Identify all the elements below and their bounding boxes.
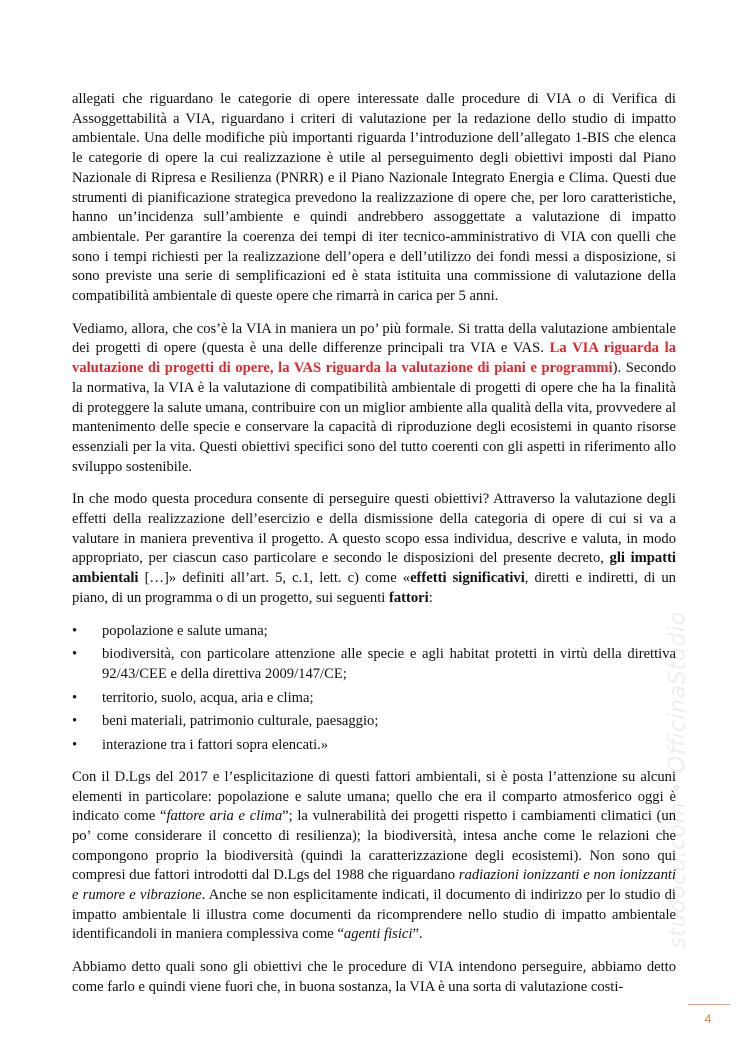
document-page xyxy=(72,90,676,1011)
text-run: , diretti e indiretti, di un piano, di un programma o di un progetto, sui seguenti xyxy=(72,570,676,606)
text-run: In che modo questa procedura consente di perseguire questi obiettivi? Attraverso la valutazione degli effetti della realizzazione dell’esercizio e della dismissione della categoria di opere di cui si va a valutare in maniera preventiva il progetto. A questo scopo essa individua, descrive e valuta, in modo appropriato, per ciascun caso particolare e secondo le disposizioni del presente decreto, xyxy=(72,491,676,567)
bullet-icon: • xyxy=(72,689,78,706)
bullet-icon: • xyxy=(72,713,78,730)
bold-impatti-ambientali: gli impatti ambientali xyxy=(72,550,676,587)
page-number-rule xyxy=(688,1004,730,1005)
page-number: 4 xyxy=(704,1012,712,1026)
watermark-text: studocu.com • OfficinaStudio xyxy=(665,611,691,949)
bullet-icon: • xyxy=(72,646,78,663)
list-item-text: popolazione e salute umana; xyxy=(102,622,268,639)
italic-fattore-aria-clima: fattore aria e clima xyxy=(166,808,283,825)
paragraph-allegati: allegati che riguardano le categorie di opere interessate dalle procedure di VIA o di Verifica di Assoggettabilità a VIA, riguardano i criteri di valutazione per la redazione dello studio di impatto ambientale. Una delle modifiche più importanti riguarda l’introduzione dell’allegato 1-BIS che elenca le categorie di opere la cui realizzazione è utile al perseguimento degli obiettivi imposti dal Piano Nazionale di Ripresa e Resilienza (PNRR) e il Piano Nazionale Integrato Energia e Clima. Questi due strumenti di pianificazione strategica prevedono la realizzazione di opere che, per loro caratteristiche, hanno un’incidenza sull’ambiente e quindi andrebbero assoggettate a valutazione di impatto ambientale. Per garantire la coerenza dei tempi di iter tecnico-amministrativo di VIA con quelli che sono i tempi richiesti per la realizzazione dell’opera e dell’utilizzo dei fondi messi a disposizione, si sono previste una serie di semplificazioni ed è stata istituita una commissione di valutazione della compatibilità ambientale di queste opere che rimarrà in carica per 5 anni. xyxy=(72,91,676,305)
bullet-icon: • xyxy=(72,737,78,754)
paragraph-procedure-goals xyxy=(72,490,676,608)
bullet-icon: • xyxy=(72,622,78,639)
list-item-text: territorio, suolo, acqua, aria e clima; xyxy=(102,689,314,706)
bold-fattori: fattori xyxy=(388,589,429,606)
list-item-text: biodiversità, con particolare attenzione alle specie e agli habitat protetti in virtù della direttiva 92/43/CEE e della direttiva 2009/147/CE; xyxy=(102,646,676,682)
text-run: : xyxy=(428,589,433,606)
list-item xyxy=(72,736,676,756)
text-run: Con il D.Lgs del 2017 e l’esplicitazione di questi fattori ambientali, si è posta l’attenzione su alcuni elementi in particolare: popolazione e salute umana; quello che era il comparto atmosferico oggi è indicato come “ xyxy=(72,768,676,825)
paragraph-dlgs-2017 xyxy=(72,768,676,945)
text-run: ”; la vulnerabilità dei progetti rispetto i cambiamenti climatici (un po’ come considerare il concetto di resilienza); la biodiversità, intesa anche come le relazioni che compongono proprio la biodiversità (quindi la caratterizzazione degli ecosistemi). Non sono qui compresi due fattori introdotti dal D.Lgs del 1988 che riguardano xyxy=(72,808,677,884)
text-run: […]» definiti all’art. 5, c.1, lett. c) come « xyxy=(138,570,411,587)
list-item xyxy=(72,712,676,732)
italic-agenti-fisici: agenti fisici xyxy=(343,926,413,943)
factors-list xyxy=(72,622,676,756)
list-item xyxy=(72,622,676,642)
text-run: ”. xyxy=(412,926,423,943)
list-item-text: beni materiali, patrimonio culturale, paesaggio; xyxy=(102,713,379,730)
list-item xyxy=(72,689,676,709)
list-item-text: interazione tra i fattori sopra elencati.» xyxy=(102,737,329,754)
text-run: . Anche se non esplicitamente indicati, il documento di indirizzo per lo studio di impatto ambientale li illustra come documenti da ricomprendere nello studio di impatto ambientale identificandoli in maniera complessiva come “ xyxy=(72,887,676,943)
text-run: Vediamo, allora, che cos’è la VIA in maniera un po’ più formale. Si tratta della valutazione ambientale dei progetti di opere (questa è una delle differenze principali tra VIA e VAS. xyxy=(72,320,676,357)
bold-effetti-significativi: effetti significativi xyxy=(410,570,525,587)
paragraph-summary: Abbiamo detto quali sono gli obiettivi che le procedure di VIA intendono perseguire, abbiamo detto come farlo e quindi viene fuori che, in buona sostanza, la VIA è una sorta di valutazione costi- xyxy=(72,959,676,995)
paragraph-via-definition xyxy=(72,320,676,478)
italic-radiazioni: radiazioni ionizzanti e non ionizzanti e rumore e vibrazione xyxy=(72,867,676,904)
text-run: ). Secondo la normativa, la VIA è la valutazione di compatibilità ambientale di progetti di opere che ha la finalità di proteggere la salute umana, contribuire con un miglior ambiente alla qualità della vita, provvedere al mantenimento delle specie e conservare la capacità di riproduzione degli ecosistemi in quanto risorse essenziali per la vita. Questi obiettivi specifici sono del tutto coerenti con gli aspetti in riferimento allo sviluppo sostenibile. xyxy=(72,360,677,475)
list-item xyxy=(72,645,676,684)
highlight-via-vas: La VIA riguarda la valutazione di progetti di opere, la VAS riguarda la valutazione di piani e programmi xyxy=(72,340,677,377)
